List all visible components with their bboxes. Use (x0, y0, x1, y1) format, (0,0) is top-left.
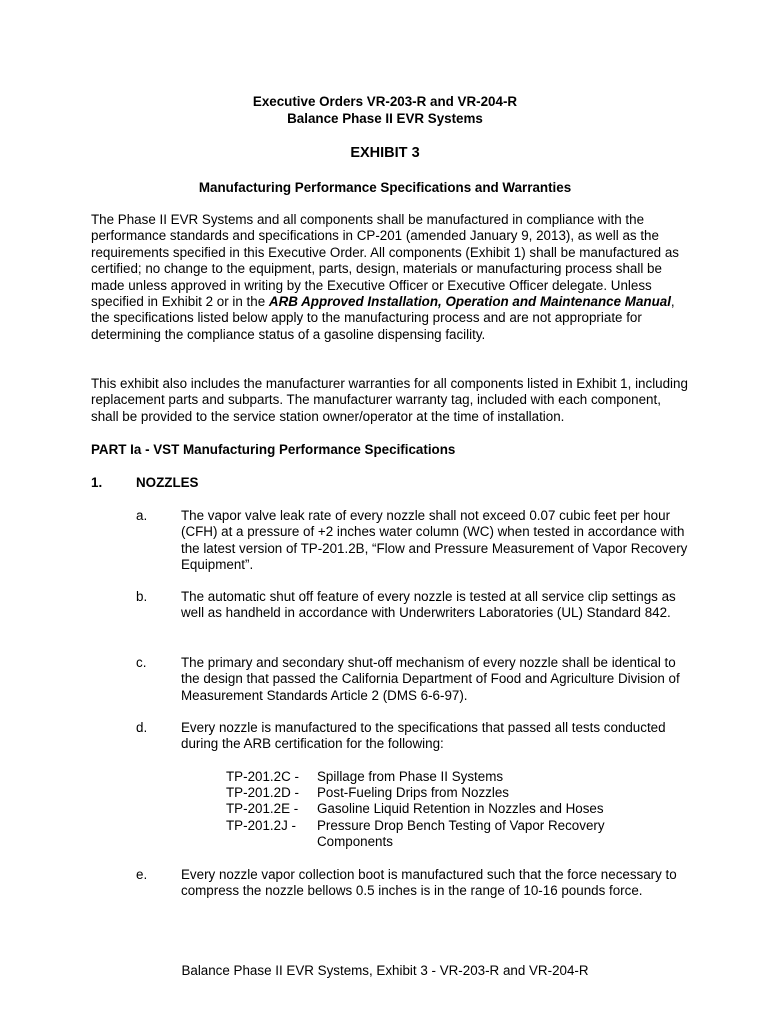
test-description: Gasoline Liquid Retention in Nozzles and Hoses (317, 801, 604, 816)
intro-text-end: , the specifications listed below apply to the manufacturing process and are not appropriate for determining the compliance status of a gasoline dispensing facility. (91, 294, 675, 342)
item-label: a. (136, 508, 148, 523)
test-description: Spillage from Phase II Systems (317, 769, 504, 784)
item-text: The vapor valve leak rate of every nozzle shall not exceed 0.07 cubic feet per hour (CFH) at a pressure of +2 inches water column (WC) when tested in accordance with the latest version of TP-201.2B, “Flow and Pressure Measurement of Vapor Recovery Equipment”. (181, 508, 688, 573)
section-number: 1. (91, 475, 103, 490)
item-label: c. (136, 655, 147, 670)
test-description: Pressure Drop Bench Testing of Vapor Recovery Components (317, 818, 605, 850)
test-code: TP-201.2E - (226, 801, 299, 816)
header-line-2: Balance Phase II EVR Systems (287, 111, 483, 126)
section-title: Manufacturing Performance Specifications and Warranties (198, 180, 572, 195)
test-description: Post-Fueling Drips from Nozzles (317, 785, 509, 800)
test-code: TP-201.2C - (226, 769, 299, 784)
manual-reference: ARB Approved Installation, Operation and Maintenance Manual (268, 294, 671, 310)
test-code: TP-201.2D - (226, 785, 299, 800)
item-text: Every nozzle vapor collection boot is manufactured such that the force necessary to compress the nozzle bellows 0.5 inches is in the range of 10-16 pounds force. (181, 867, 677, 899)
intro-paragraph-2: This exhibit also includes the manufacturer warranties for all components listed in Exhibit 1, including replacement parts and subparts. The manufacturer warranty tag, included with each component, shall be provided to the service station owner/operator at the time of installation. (91, 376, 688, 424)
part-heading: PART Ia - VST Manufacturing Performance Specifications (91, 442, 456, 457)
page-footer: Balance Phase II EVR Systems, Exhibit 3 - VR-203-R and VR-204-R (181, 963, 589, 978)
header-line-1: Executive Orders VR-203-R and VR-204-R (252, 94, 518, 109)
intro-text-start: The Phase II EVR Systems and all components shall be manufactured in compliance with the performance standards and specifications in CP-201 (amended January 9, 2013), as well as the requirements specified in this Executive Order. All components (Exhibit 1) shall be manufactured as certified; no change to the equipment, parts, design, materials or manufacturing process shall be made unless approved in writing by the Executive Officer or Executive Officer delegate. Unless specified in Exhibit 2 or in the (91, 212, 679, 310)
item-text: The primary and secondary shut-off mechanism of every nozzle shall be identical to the design that passed the California Department of Food and Agriculture Division of Measurement Standards Article 2 (DMS 6-6-97). (181, 655, 680, 703)
item-label: e. (136, 867, 148, 882)
item-text: The automatic shut off feature of every nozzle is tested at all service clip settings as well as handheld in accordance with Underwriters Laboratories (UL) Standard 842. (181, 589, 676, 621)
item-text: Every nozzle is manufactured to the specifications that passed all tests conducted during the ARB certification for the following: (181, 720, 666, 752)
item-label: d. (136, 720, 148, 735)
item-label: b. (136, 589, 148, 604)
intro-paragraph-1 (91, 212, 691, 343)
test-code: TP-201.2J - (226, 818, 296, 833)
section-title-nozzles: NOZZLES (136, 475, 199, 490)
exhibit-title: EXHIBIT 3 (350, 145, 420, 161)
